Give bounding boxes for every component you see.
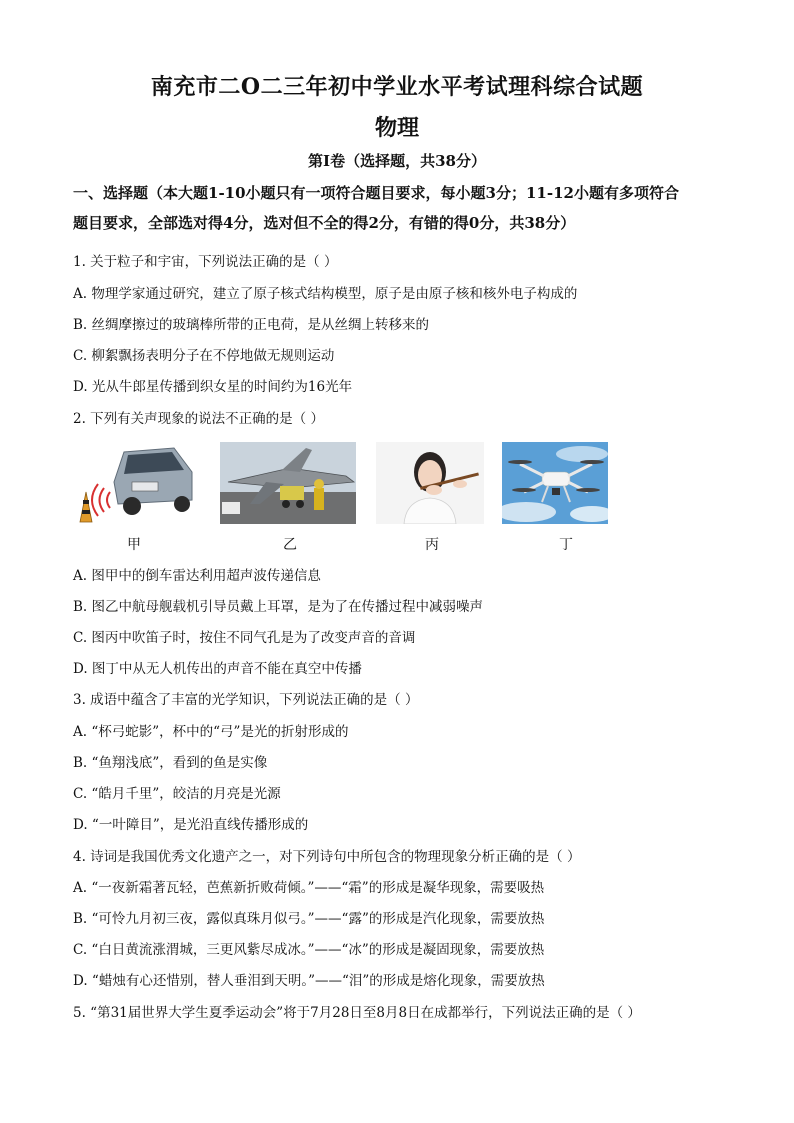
section-heading: 第Ⅰ卷（选择题，共38分）: [308, 152, 486, 170]
question-3-option-c: C. “皓月千里”，皎洁的月亮是光源: [73, 786, 281, 802]
question-2-option-c: C. 图丙中吹笛子时，按住不同气孔是为了改变声音的音调: [73, 630, 416, 646]
question-3-stem: 3. 成语中蕴含了丰富的光学知识，下列说法正确的是（ ）: [73, 692, 419, 708]
question-1-option-d: D. 光从牛郎星传播到织女星的时间约为16光年: [73, 379, 353, 395]
figure-caption-ding: 丁: [559, 537, 573, 553]
figure-flute-player: [376, 442, 484, 524]
question-2-figures: [0, 442, 794, 554]
question-5-stem: 5. “第31届世界大学生夏季运动会”将于7月28日至8月8日在成都举行，下列说法正确的是（ ）: [73, 1005, 641, 1021]
figure-caption-yi: 乙: [283, 537, 297, 553]
exam-title: 南充市二O二三年初中学业水平考试理科综合试题: [150, 74, 644, 100]
figure-caption-jia: 甲: [127, 537, 141, 553]
question-2-option-a: A. 图甲中的倒车雷达利用超声波传递信息: [73, 568, 321, 584]
question-1-stem: 1. 关于粒子和宇宙，下列说法正确的是（ ）: [73, 254, 338, 270]
question-1-option-a: A. 物理学家通过研究，建立了原子核式结构模型，原子是由原子核和核外电子构成的: [73, 286, 578, 302]
figure-car-radar: [74, 442, 194, 524]
question-2-option-b: B. 图乙中航母舰载机引导员戴上耳罩，是为了在传播过程中减弱噪声: [73, 599, 484, 615]
question-1-option-b: B. 丝绸摩擦过的玻璃棒所带的正电荷，是从丝绸上转移来的: [73, 317, 430, 333]
question-3-option-a: A. “杯弓蛇影”，杯中的“弓”是光的折射形成的: [73, 724, 349, 740]
question-4-stem: 4. 诗词是我国优秀文化遗产之一，对下列诗句中所包含的物理现象分析正确的是（ ）: [73, 849, 581, 865]
question-4-option-a: A. “一夜新霜著瓦轻，芭蕉新折败荷倾。”——“霜”的形成是凝华现象，需要吸热: [73, 880, 545, 896]
instructions-line-2: 题目要求，全部选对得4分，选对但不全的得2分，有错的得0分，共38分）: [73, 214, 576, 232]
subject-title: 物理: [374, 115, 419, 141]
question-4-option-d: D. “蜡烛有心还惜别，替人垂泪到天明。”——“泪”的形成是熔化现象，需要放热: [73, 973, 545, 989]
figure-drone: [502, 442, 608, 524]
question-3-option-d: D. “一叶障目”，是光沿直线传播形成的: [73, 817, 309, 833]
question-4-option-b: B. “可怜九月初三夜，露似真珠月似弓。”——“露”的形成是汽化现象，需要放热: [73, 911, 545, 927]
question-4-option-c: C. “白日黄流涨渭城，三更风紫尽成冰。”——“冰”的形成是凝固现象，需要放热: [73, 942, 545, 958]
question-3-option-b: B. “鱼翔浅底”，看到的鱼是实像: [73, 755, 268, 771]
figure-carrier-jet: [220, 442, 356, 524]
question-1-option-c: C. 柳絮飘扬表明分子在不停地做无规则运动: [73, 348, 335, 364]
figure-caption-bing: 丙: [425, 537, 439, 553]
question-2-stem: 2. 下列有关声现象的说法不正确的是（ ）: [73, 411, 324, 427]
instructions-line-1: 一、选择题（本大题1-10小题只有一项符合题目要求，每小题3分；11-12小题有多项符合: [73, 184, 679, 202]
question-2-option-d: D. 图丁中从无人机传出的声音不能在真空中传播: [73, 661, 362, 677]
